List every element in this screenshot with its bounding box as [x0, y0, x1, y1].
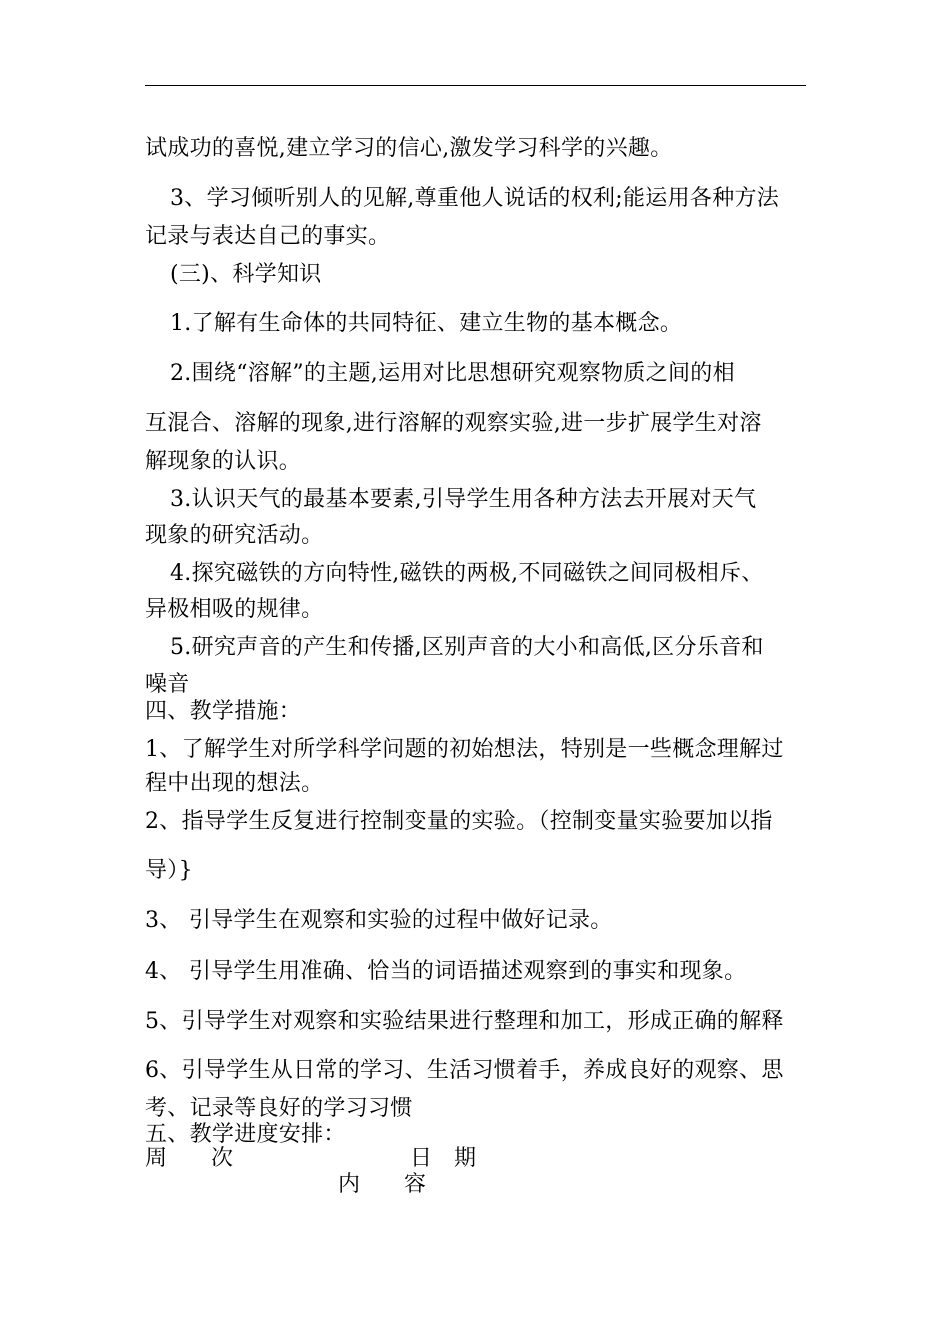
section-heading: 四、教学措施：	[145, 699, 302, 724]
paragraph-line: 试成功的喜悦,建立学习的信心,激发学习科学的兴趣。	[145, 136, 673, 161]
paragraph-line: 异极相吸的规律。	[145, 597, 324, 622]
paragraph-line: 解现象的认识。	[145, 449, 302, 474]
paragraph-line: 2、指导学生反复进行控制变量的实验。（控制变量实验要加以指	[145, 809, 773, 834]
paragraph-line: 3、 引导学生在观察和实验的过程中做好记录。	[145, 908, 613, 933]
paragraph-line: 6、引导学生从日常的学习、生活习惯着手，养成良好的观察、思	[145, 1058, 784, 1083]
section-heading: (三)、科学知识	[170, 262, 322, 287]
paragraph-line: 5.研究声音的产生和传播,区别声音的大小和高低,区分乐音和	[170, 635, 764, 660]
paragraph-line: 3、学习倾听别人的见解,尊重他人说话的权利;能运用各种方法	[170, 186, 780, 211]
paragraph-line: 5、引导学生对观察和实验结果进行整理和加工，形成正确的解释	[145, 1009, 784, 1034]
table-header-week: 周 次	[145, 1146, 234, 1171]
paragraph-line: 2.围绕“溶解”的主题,运用对比思想研究观察物质之间的相	[170, 361, 735, 386]
paragraph-line: 1、了解学生对所学科学问题的初始想法，特别是一些概念理解过	[145, 737, 784, 762]
paragraph-line: 3.认识天气的最基本要素,引导学生用各种方法去开展对天气	[170, 487, 757, 512]
paragraph-line: 记录与表达自己的事实。	[145, 224, 391, 249]
paragraph-line: 4、 引导学生用准确、恰当的词语描述观察到的事实和现象。	[145, 959, 747, 984]
paragraph-line: 噪音	[145, 672, 190, 697]
table-header-date: 日 期	[410, 1146, 477, 1171]
section-heading: 五、教学进度安排：	[145, 1122, 346, 1147]
paragraph-line: 导）}	[145, 858, 193, 883]
paragraph-line: 程中出现的想法。	[145, 771, 324, 796]
paragraph-line: 4.探究磁铁的方向特性,磁铁的两极,不同磁铁之间同极相斥、	[170, 561, 764, 586]
paragraph-line: 考、记录等良好的学习习惯	[145, 1096, 413, 1121]
paragraph-line: 现象的研究活动。	[145, 523, 324, 548]
paragraph-line: 互混合、溶解的现象,进行溶解的观察实验,进一步扩展学生对溶	[145, 411, 762, 436]
table-header-content: 内 容	[338, 1172, 427, 1197]
paragraph-line: 1.了解有生命体的共同特征、建立生物的基本概念。	[170, 311, 683, 336]
header-rule	[145, 85, 806, 86]
